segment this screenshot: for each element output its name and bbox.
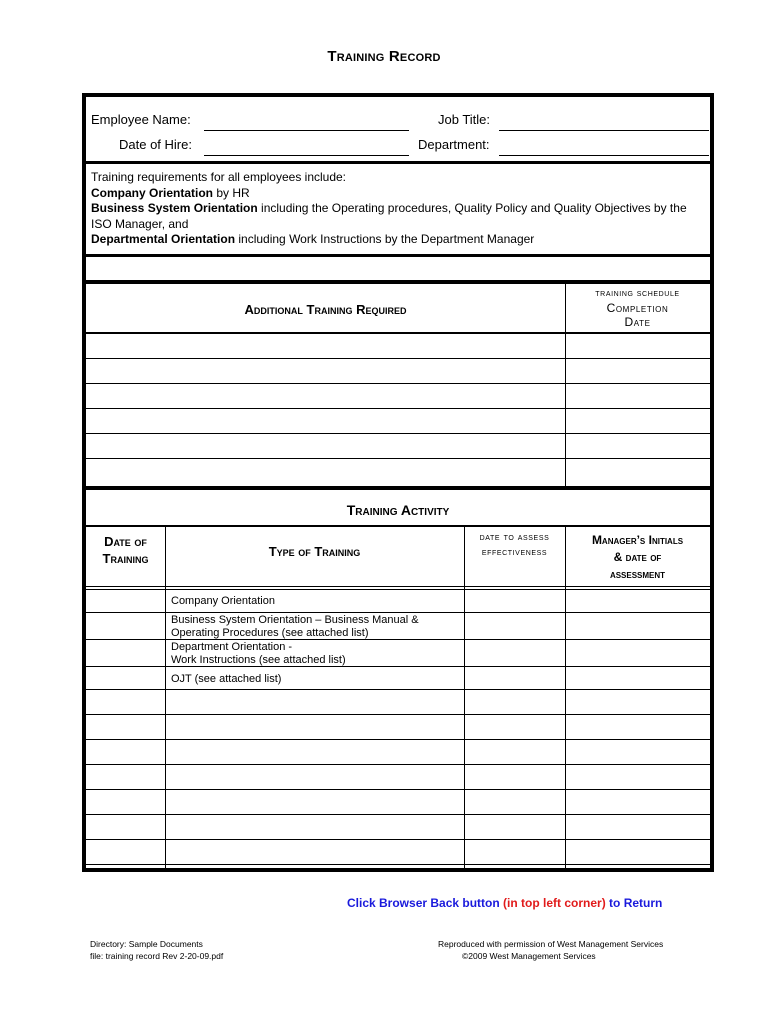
row-line: [86, 868, 710, 869]
footer-copyright: ©2009 West Management Services: [462, 951, 596, 961]
column-divider: [464, 527, 465, 872]
training-type-business-system: Business System Orientation – Business Manual & Operating Procedures (see attached list): [171, 614, 419, 639]
type-of-training-header: Type of Training: [268, 544, 361, 559]
row-line: [86, 433, 710, 434]
training-type-company-orientation: Company Orientation: [171, 595, 275, 607]
assess-effectiveness-header: date to assess effectiveness: [479, 532, 550, 558]
requirement-item-business-system: Business System Orientation including the Operating procedures, Quality Policy and Quality Objectives by the ISO Manager, and: [91, 201, 687, 231]
row-line: [86, 383, 710, 384]
date-of-hire-field[interactable]: [204, 155, 409, 156]
schedule-header: training schedule Completion Date: [595, 288, 680, 329]
date-of-hire-label: Date of Hire:: [119, 137, 192, 152]
row-line: [86, 739, 710, 740]
row-line: [86, 586, 710, 587]
row-line: [86, 789, 710, 790]
row-line: [86, 814, 710, 815]
training-record-form: [82, 93, 714, 872]
additional-training-header: Additional Training Required: [244, 302, 407, 317]
department-label: Department:: [418, 137, 490, 152]
requirement-item-departmental: Departmental Orientation including Work Instructions by the Department Manager: [91, 232, 535, 246]
footer-permission: Reproduced with permission of West Management Services: [438, 939, 664, 949]
row-line: [86, 612, 710, 613]
divider: [86, 486, 710, 490]
row-line: [86, 714, 710, 715]
row-line: [86, 589, 710, 590]
row-line: [86, 764, 710, 765]
row-line: [86, 358, 710, 359]
row-line: [86, 864, 710, 865]
date-of-training-header: Date of Training: [102, 534, 149, 566]
training-activity-header: Training Activity: [346, 502, 450, 518]
divider: [86, 254, 710, 257]
training-requirements: [91, 170, 703, 248]
divider: [86, 280, 710, 284]
row-line: [86, 332, 710, 334]
employee-name-label: Employee Name:: [91, 112, 191, 127]
footer-directory: Directory: Sample Documents file: training record Rev 2-20-09.pdf: [90, 939, 224, 961]
row-line: [86, 408, 710, 409]
training-type-ojt: OJT (see attached list): [171, 673, 282, 685]
page-title: Training Record: [327, 48, 441, 65]
row-line: [86, 839, 710, 840]
training-type-department-orientation: Department Orientation - Work Instructions (see attached list): [171, 641, 346, 666]
row-line: [86, 525, 710, 527]
requirements-intro: Training requirements for all employees include:: [91, 170, 347, 184]
employee-name-field[interactable]: [204, 130, 409, 131]
job-title-field[interactable]: [499, 130, 709, 131]
row-line: [86, 458, 710, 459]
requirement-item-company: Company Orientation by HR: [91, 185, 250, 200]
job-title-label: Job Title:: [438, 112, 491, 127]
manager-initials-header: Manager’s Initials & date of assessment: [591, 533, 684, 581]
department-field[interactable]: [499, 155, 709, 156]
column-divider: [165, 527, 166, 872]
back-instruction: Click Browser Back button (in top left corner) to Return: [347, 896, 663, 910]
divider: [86, 161, 710, 164]
row-line: [86, 689, 710, 690]
